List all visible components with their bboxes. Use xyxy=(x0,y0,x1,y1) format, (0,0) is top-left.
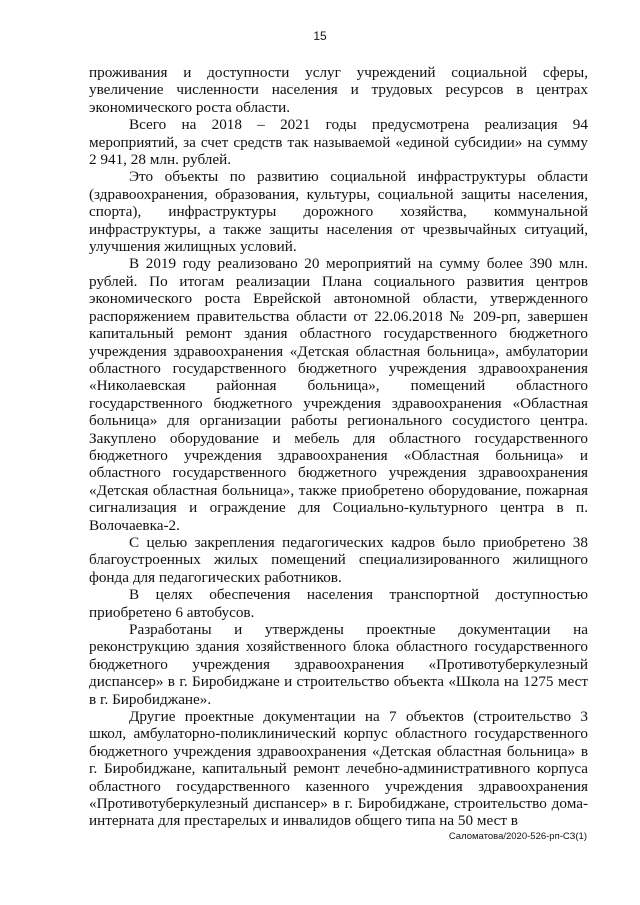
paragraph-design-docs: Разработаны и утверждены проектные документации на реконструкцию здания хозяйственного блока областного государственного бюджетного учреждения здравоохранения «Противотуберкулезный диспансер» в г. Биробиджане и строительство объекта «Школа на 1275 мест в г. Биробиджане». xyxy=(89,621,588,708)
document-body xyxy=(89,64,588,830)
footer-document-code: Саломатова/2020-526-рп-СЗ(1) xyxy=(448,831,587,842)
paragraph-buses: В целях обеспечения населения транспортной доступностью приобретено 6 автобусов. xyxy=(89,586,588,621)
paragraph-continuation: проживания и доступности услуг учреждений социальной сферы, увеличение численности населения и трудовых ресурсов в центрах экономического роста области. xyxy=(89,64,588,116)
paragraph-infrastructure: Это объекты по развитию социальной инфраструктуры области (здравоохранения, образования, культуры, социальной защиты населения, спорта), инфраструктуры дорожного хозяйства, коммунальной инфраструктуры, а также защиты населения от чрезвычайных ситуаций, улучшения жилищных условий. xyxy=(89,168,588,256)
paragraph-other-design-docs: Другие проектные документации на 7 объектов (строительство 3 школ, амбулаторно-поликлинический корпус областного государственного бюджетного учреждения здравоохранения «Детская областная больница» в г. Биробиджане, капитальный ремонт лечебно-административного корпуса областного государственного казенного учреждения здравоохранения «Противотуберкулезный диспансер» в г. Биробиджане, строительство дома-интерната для престарелых и инвалидов общего типа на 50 мест в xyxy=(89,708,588,830)
paragraph-event-total: Всего на 2018 – 2021 годы предусмотрена реализация 94 мероприятий, за счет средств так называемой «единой субсидии» на сумму 2 941, 28 млн. рублей. xyxy=(89,116,588,169)
paragraph-2019-results: В 2019 году реализовано 20 мероприятий на сумму более 390 млн. рублей. По итогам реализации Плана социального развития центров экономического роста Еврейской автономной области, утвержденного распоряжением правительства области от 22.06.2018 № 209-рп, завершен капитальный ремонт здания областного государственного бюджетного учреждения здравоохранения «Детская областная больница», амбулатории областного государственного бюджетного учреждения здравоохранения «Николаевская районная больница», помещений областного государственного бюджетного учреждения здравоохранения «Областная больница» для организации работы регионального сосудистого центра. Закуплено оборудование и мебель для областного государственного бюджетного учреждения здравоохранения «Областная больница» и областного государственного бюджетного учреждения здравоохранения «Детская областная больница», также приобретено оборудование, пожарная сигнализация и ограждение для Социально-культурного центра в п. Волочаевка-2. xyxy=(89,255,588,534)
page-number: 15 xyxy=(313,29,327,43)
paragraph-teacher-housing: С целью закрепления педагогических кадров было приобретено 38 благоустроенных жилых помещений специализированного жилищного фонда для педагогических работников. xyxy=(89,533,588,586)
